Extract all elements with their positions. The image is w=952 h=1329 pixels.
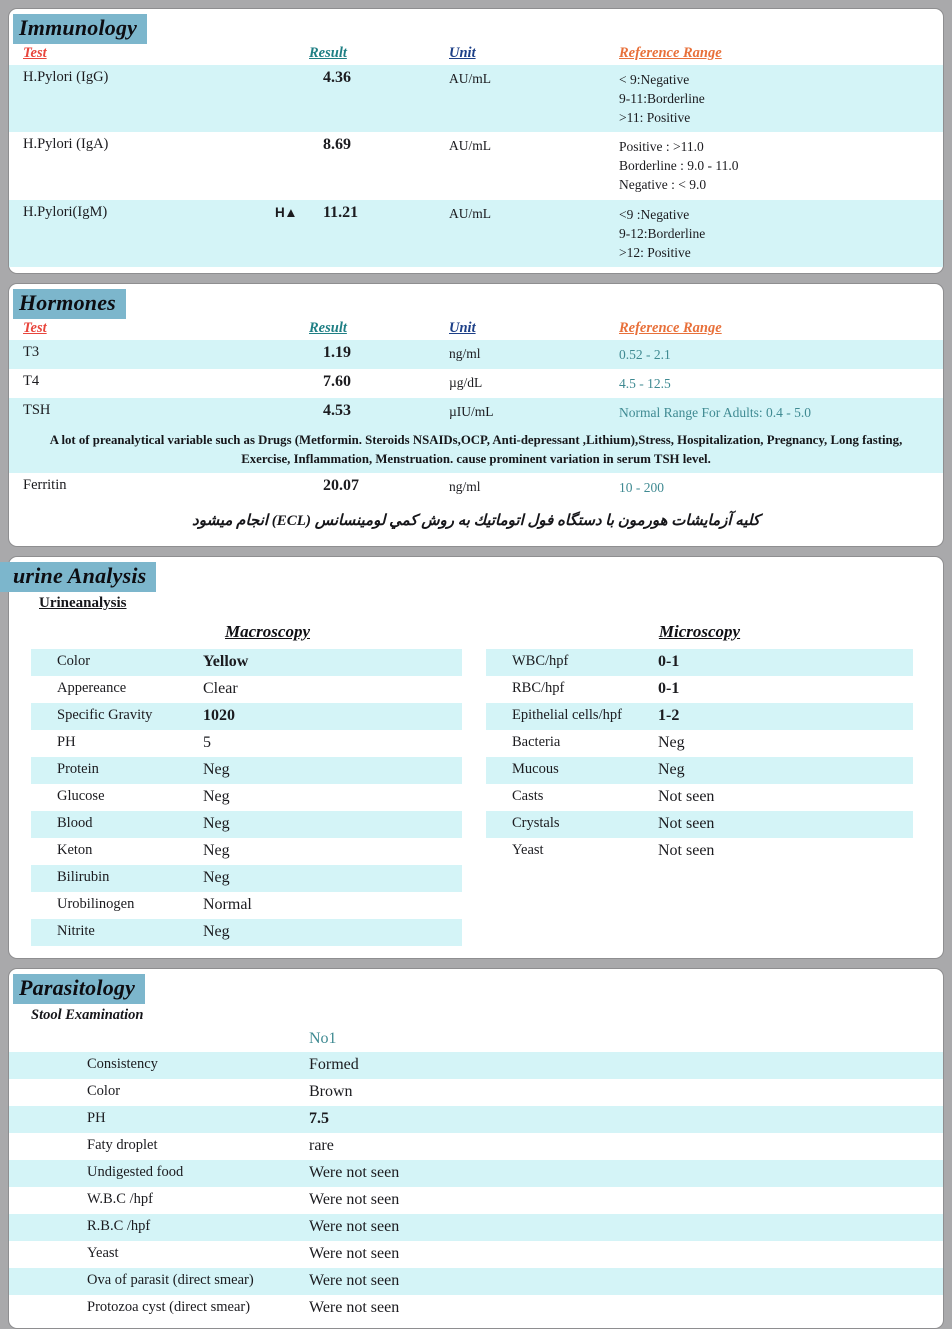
hormones-farsi-note: كليه آزمايشات هورمون با دستگاه فول اتوماتيك به روش كمي لومينسانس (ECL) انجام ميشود	[192, 513, 760, 530]
result-value: 4.53	[323, 401, 351, 419]
section-banner-urine-analysis: urine Analysis	[0, 562, 156, 592]
list-item	[31, 676, 462, 703]
list-item	[486, 784, 913, 811]
result-value: 20.07	[323, 477, 359, 495]
test-name: H.Pylori (IgA)	[23, 136, 109, 153]
table-row	[9, 369, 943, 398]
test-name: TSH	[23, 401, 51, 418]
list-item	[31, 784, 462, 811]
urineanalysis-subtitle: Urineanalysis	[39, 595, 127, 611]
test-name: H.Pylori(IgM)	[23, 203, 108, 220]
item-value: Not seen	[658, 842, 715, 859]
item-label: RBC/hpf	[512, 680, 565, 696]
list-item	[486, 676, 913, 703]
urine-analysis-card	[8, 556, 944, 959]
test-name: Ferritin	[23, 477, 67, 494]
item-value: rare	[309, 1136, 334, 1154]
reference-range: 10 - 200	[619, 480, 664, 496]
list-item	[31, 649, 462, 676]
section-banner-hormones: Hormones	[13, 289, 126, 319]
test-result	[275, 203, 449, 222]
reference-line: Borderline : 9.0 - 11.0	[619, 158, 739, 174]
table-row	[9, 65, 943, 132]
table-row	[9, 1160, 943, 1187]
item-label: Undigested food	[87, 1163, 184, 1180]
list-item	[486, 811, 913, 838]
item-label: Blood	[57, 815, 93, 831]
item-label: Appereance	[57, 680, 127, 696]
table-row	[9, 1133, 943, 1160]
item-value: Not seen	[658, 788, 715, 805]
item-value: Neg	[203, 815, 230, 832]
item-label: Bacteria	[512, 734, 561, 750]
test-unit: AU/mL	[449, 70, 491, 86]
reference-line: >12: Positive	[619, 244, 691, 260]
urine-analysis-body	[9, 612, 943, 952]
column-header-unit: Unit	[449, 319, 476, 336]
item-value: 1020	[203, 707, 235, 724]
table-row	[9, 1241, 943, 1268]
table-row	[9, 1268, 943, 1295]
item-label: R.B.C /hpf	[87, 1217, 151, 1234]
reference-line: >11: Positive	[619, 109, 691, 125]
immunology-column-headers	[9, 44, 943, 65]
item-value: 5	[203, 734, 211, 751]
reference-range: 0.52 - 2.1	[619, 346, 671, 362]
column-header-test: Test	[23, 44, 47, 61]
parasitology-card	[8, 968, 944, 1329]
test-result	[309, 373, 449, 391]
column-header-result: Result	[309, 44, 347, 61]
item-label: Mucous	[512, 761, 559, 777]
test-result	[309, 344, 449, 362]
reference-line: <9 :Negative	[619, 206, 690, 222]
item-label: Urobilinogen	[57, 896, 135, 912]
reference-range: 4.5 - 12.5	[619, 375, 671, 391]
list-item	[486, 649, 913, 676]
test-unit: µg/dL	[449, 374, 483, 390]
item-value: Were not seen	[309, 1271, 400, 1289]
list-item	[31, 757, 462, 784]
reference-line: Positive : >11.0	[619, 139, 704, 155]
immunology-card	[8, 8, 944, 274]
list-item	[31, 730, 462, 757]
parasitology-column-headers	[9, 1024, 943, 1052]
item-label: WBC/hpf	[512, 653, 569, 669]
item-value: Neg	[203, 842, 230, 859]
table-row	[9, 340, 943, 369]
test-unit: ng/ml	[449, 479, 481, 495]
result-value: 1.19	[323, 343, 351, 361]
microscopy-title: Microscopy	[658, 622, 741, 641]
item-value: Clear	[203, 680, 238, 697]
result-value: 4.36	[323, 68, 351, 86]
list-item	[31, 865, 462, 892]
test-result	[309, 136, 449, 154]
item-label: Color	[87, 1082, 121, 1099]
list-item	[486, 730, 913, 757]
test-result	[309, 402, 449, 420]
list-item	[31, 703, 462, 730]
tsh-preanalytical-note: A lot of preanalytical variable such as Drugs (Metformin. Steroids NSAIDs,OCP, Anti-depressant ,Lithium),Stress, Hospitalization, Pregnancy, Long fasting, Exercise, Inflammation, Menstruation. cause prominent variation in serum TSH level.	[49, 433, 903, 466]
reference-range	[619, 204, 943, 262]
column-header-unit: Unit	[449, 44, 476, 61]
table-row	[9, 200, 943, 267]
item-label: Protozoa cyst (direct smear)	[87, 1298, 251, 1315]
reference-line: < 9:Negative	[619, 71, 690, 87]
test-name: H.Pylori (IgG)	[23, 68, 109, 85]
item-label: Epithelial cells/hpf	[512, 707, 622, 723]
item-value: Were not seen	[309, 1244, 400, 1262]
table-row	[9, 473, 943, 502]
item-value: Neg	[203, 923, 230, 940]
item-value: Neg	[203, 869, 230, 886]
item-label: Protein	[57, 761, 99, 777]
hormones-column-headers	[9, 319, 943, 340]
item-value: Brown	[309, 1082, 353, 1100]
table-row	[9, 132, 943, 199]
result-value: 8.69	[323, 136, 351, 154]
item-value: 7.5	[309, 1109, 329, 1127]
column-header-reference-range: Reference Range	[619, 44, 722, 61]
section-banner-parasitology: Parasitology	[13, 974, 145, 1004]
column-header-result: Result	[309, 319, 347, 336]
item-label: Ova of parasit (direct smear)	[87, 1271, 254, 1288]
item-value: Not seen	[658, 815, 715, 832]
high-flag-icon: H▲	[275, 204, 298, 220]
reference-line: Negative : < 9.0	[619, 177, 707, 193]
item-label: W.B.C /hpf	[87, 1190, 153, 1207]
item-label: Keton	[57, 842, 93, 858]
test-unit: ng/ml	[449, 345, 481, 361]
item-label: Yeast	[87, 1244, 119, 1261]
column-header-test: Test	[23, 319, 47, 336]
list-item	[31, 892, 462, 919]
item-value: Were not seen	[309, 1163, 400, 1181]
item-value: Neg	[203, 788, 230, 805]
item-value: 0-1	[658, 680, 680, 697]
item-value: Were not seen	[309, 1217, 400, 1235]
item-label: Consistency	[87, 1055, 158, 1072]
item-label: PH	[57, 734, 76, 750]
list-item	[486, 703, 913, 730]
test-unit: AU/mL	[449, 138, 491, 154]
item-label: Faty droplet	[87, 1136, 158, 1153]
item-value: Yellow	[203, 653, 249, 670]
list-item	[31, 838, 462, 865]
reference-range: Normal Range For Adults: 0.4 - 5.0	[619, 404, 811, 420]
item-label: Specific Gravity	[57, 707, 153, 723]
test-name: T4	[23, 372, 40, 389]
table-row	[9, 1214, 943, 1241]
reference-line: 9-11:Borderline	[619, 90, 705, 106]
column-header-no1: No1	[309, 1029, 337, 1047]
microscopy-column	[476, 616, 943, 946]
item-label: Casts	[512, 788, 544, 804]
stool-examination-subtitle: Stool Examination	[31, 1006, 144, 1023]
test-unit: µIU/mL	[449, 403, 494, 419]
result-value: 7.60	[323, 372, 351, 390]
column-header-reference-range: Reference Range	[619, 319, 722, 336]
result-value: 11.21	[323, 203, 359, 221]
list-item	[31, 811, 462, 838]
reference-line: 9-12:Borderline	[619, 225, 706, 241]
tsh-note-row	[9, 427, 943, 473]
table-row	[9, 1079, 943, 1106]
item-label: Nitrite	[57, 923, 95, 939]
item-value: Normal	[203, 896, 252, 913]
test-result	[309, 69, 449, 87]
table-row	[9, 1052, 943, 1079]
table-row	[9, 1295, 943, 1322]
item-value: 1-2	[658, 707, 680, 724]
macroscopy-column	[9, 616, 476, 946]
section-banner-immunology: Immunology	[13, 14, 147, 44]
table-row	[9, 1106, 943, 1133]
item-value: Neg	[658, 761, 685, 778]
item-value: Neg	[203, 761, 230, 778]
test-name: T3	[23, 343, 40, 360]
reference-range	[619, 69, 943, 127]
table-row	[9, 398, 943, 427]
item-label: PH	[87, 1109, 106, 1126]
item-label: Yeast	[512, 842, 544, 858]
hormones-card	[8, 283, 944, 547]
item-label: Bilirubin	[57, 869, 110, 885]
reference-range	[619, 136, 943, 194]
list-item	[31, 919, 462, 946]
test-unit: AU/mL	[449, 205, 491, 221]
item-value: Were not seen	[309, 1298, 400, 1316]
table-row	[9, 1187, 943, 1214]
item-value: 0-1	[658, 653, 680, 670]
list-item	[486, 838, 913, 865]
item-value: Were not seen	[309, 1190, 400, 1208]
item-value: Formed	[309, 1055, 359, 1073]
item-label: Glucose	[57, 788, 105, 804]
item-label: Crystals	[512, 815, 560, 831]
test-result	[309, 477, 449, 495]
list-item	[486, 757, 913, 784]
item-label: Color	[57, 653, 91, 669]
item-value: Neg	[658, 734, 685, 751]
macroscopy-title: Macroscopy	[225, 622, 310, 641]
